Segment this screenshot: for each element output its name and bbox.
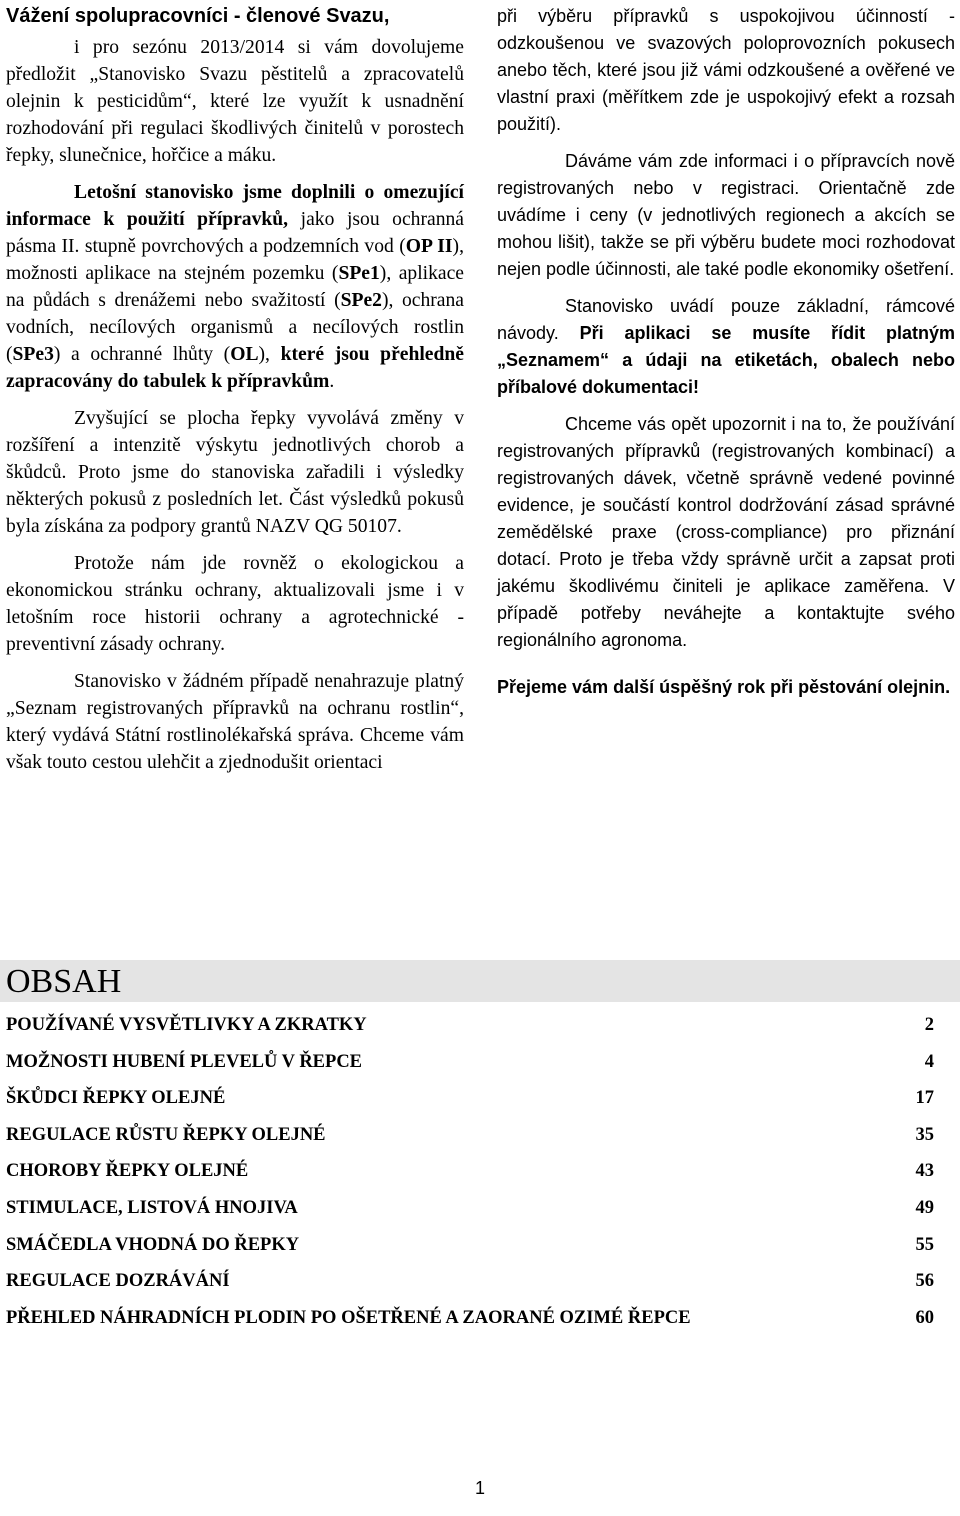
toc-entry[interactable] <box>6 1228 934 1265</box>
bold-text: SPe2 <box>340 290 382 311</box>
toc-entry[interactable] <box>6 1008 934 1045</box>
text-span: ), ochrana vodních, necílových organismů a necílových rostlin ( <box>6 290 464 365</box>
bold-text: Při aplikaci se musíte řídit platným „Seznamem“ a údaji na etiketách, obalech nebo příbalové dokumentaci! <box>497 323 955 397</box>
text-span: ), možnosti aplikace na stejném pozemku ( <box>6 236 464 284</box>
page-number: 1 <box>474 1478 485 1498</box>
toc-entry-label: STIMULACE, LISTOVÁ HNOJIVA <box>6 1197 298 1218</box>
text-span: jako jsou ochranná pásma II. stupně povrchových a podzemních vod ( <box>6 209 464 257</box>
text-span: ), aplikace na půdách s drenážemi nebo svažitostí ( <box>6 263 464 311</box>
registration-paragraph: Dáváme vám zde informaci i o přípravcích nově registrovaných nebo v registraci. Orientačně zde uvádíme i ceny (v jednotlivých regionech a akcích se mohou lišit), takže se při výběru budete moci rozhodovat nejen podle účinnosti, ale také podle ekonomiky ošetření. <box>497 151 955 279</box>
text-span: Stanovisko uvádí pouze základní, rámcové návody. <box>497 296 955 343</box>
bold-text: Letošní stanovisko jsme doplnili o omezující informace k použití přípravků, <box>6 182 464 230</box>
text-span: . <box>329 371 335 392</box>
bold-text: OP II <box>405 236 453 257</box>
right-column <box>497 0 955 711</box>
continuation-paragraph: při výběru přípravků s uspokojivou účinností - odzkoušenou ve svazových poloprovozních pokusech anebo těch, které jsou již vámi odzkoušené a ověřené ve vlastní praxi (měřítkem zde je uspokojivý efekt a rozsah použití). <box>497 6 955 134</box>
left-column <box>6 0 464 786</box>
toc-entry[interactable] <box>6 1154 934 1191</box>
bold-text: SPe3 <box>12 344 54 365</box>
toc-entry-label: CHOROBY ŘEPKY OLEJNÉ <box>6 1161 249 1182</box>
toc-entry-label: ŠKŮDCI ŘEPKY OLEJNÉ <box>6 1088 226 1109</box>
toc-entry[interactable] <box>6 1191 934 1228</box>
bold-text: OL <box>230 344 259 365</box>
toc-entry-page: 56 <box>915 1271 934 1292</box>
toc-entry-page: 35 <box>915 1124 934 1145</box>
disease-paragraph: Zvyšující se plocha řepky vyvolává změny v rozšíření a intenzitě výskytu jednotlivých chorob a škůdců. Proto jsme do stanoviska zařadili i výsledky některých pokusů z posledních let. Část výsledků pokusů byla získána za podpory grantů NAZV QG 50107. <box>6 408 464 537</box>
intro-paragraph: i pro sezónu 2013/2014 si vám dovolujeme předložit „Stanovisko Svazu pěstitelů a zpracovatelů olejnin k pesticidům“, které lze využít k usnadnění rozhodování při regulaci škodlivých činitelů v porostech řepky, slunečnice, hořčice a máku. <box>6 37 464 166</box>
toc-entry-label: SMÁČEDLA VHODNÁ DO ŘEPKY <box>6 1234 300 1255</box>
bold-text: SPe1 <box>338 263 380 284</box>
toc-entry-label: REGULACE RŮSTU ŘEPKY OLEJNÉ <box>6 1124 326 1145</box>
closing-wish: Přejeme vám další úspěšný rok při pěstování olejnin. <box>497 677 951 697</box>
toc-entry-label: REGULACE DOZRÁVÁNÍ <box>6 1271 230 1292</box>
guidance-paragraph <box>497 293 955 401</box>
toc-entry-label: POUŽÍVANÉ VYSVĚTLIVKY A ZKRATKY <box>6 1015 367 1035</box>
toc-entry-page: 55 <box>915 1234 934 1255</box>
toc-entry-page: 49 <box>915 1197 934 1218</box>
ecology-paragraph: Protože nám jde rovněž o ekologickou a ekonomickou stránku ochrany, aktualizovali jsme i v letošním roce historii ochrany a agrotechnické - preventivní zásady ochrany. <box>6 553 464 655</box>
toc-entry[interactable] <box>6 1081 934 1118</box>
toc-entry[interactable] <box>6 1118 934 1155</box>
toc-header-bar <box>0 960 960 1002</box>
restrictions-paragraph <box>6 179 464 395</box>
toc-entry[interactable] <box>6 1301 934 1338</box>
toc-entry-page: 4 <box>924 1051 934 1072</box>
toc-entry-label: MOŽNOSTI HUBENÍ PLEVELŮ V ŘEPCE <box>6 1051 363 1072</box>
toc-list <box>6 1008 934 1337</box>
toc-entry-page: 60 <box>915 1307 934 1328</box>
toc-entry[interactable] <box>6 1045 934 1082</box>
toc-entry-page: 2 <box>924 1015 934 1035</box>
toc-entry[interactable] <box>6 1264 934 1301</box>
toc-entry-page: 43 <box>915 1161 934 1182</box>
bold-text: které jsou přehledně zapracovány do tabulek k přípravkům <box>6 344 464 392</box>
disclaimer-paragraph: Stanovisko v žádném případě nenahrazuje platný „Seznam registrovaných přípravků na ochranu rostlin“, který vydává Státní rostlinolékařská správa. Chceme vám však touto cestou ulehčit a zjednodušit orientaci <box>6 671 464 773</box>
compliance-paragraph: Chceme vás opět upozornit i na to, že používání registrovaných přípravků (registrovaných kombinací) a registrovaných dávek, včetně správně vedené povinné evidence, je součástí kontrol dodržování zásad správné zemědělské praxe (cross-compliance) pro přiznání dotací. Proto je třeba vždy správně určit a zapsat proti jakému škodlivému činiteli je aplikace zaměřena. V případě potřeby neváhejte a kontaktujte svého regionálního agronoma. <box>497 414 955 650</box>
text-span: ), <box>258 344 281 365</box>
text-span: ) a ochranné lhůty ( <box>53 344 231 365</box>
toc-entry-page: 17 <box>915 1088 934 1109</box>
toc-title: OBSAH <box>6 963 122 1000</box>
toc-entry-label: PŘEHLED NÁHRADNÍCH PLODIN PO OŠETŘENÉ A ZAORANÉ OZIMÉ ŘEPCE <box>6 1307 691 1328</box>
greeting-heading: Vážení spolupracovníci - členové Svazu, <box>6 5 390 27</box>
